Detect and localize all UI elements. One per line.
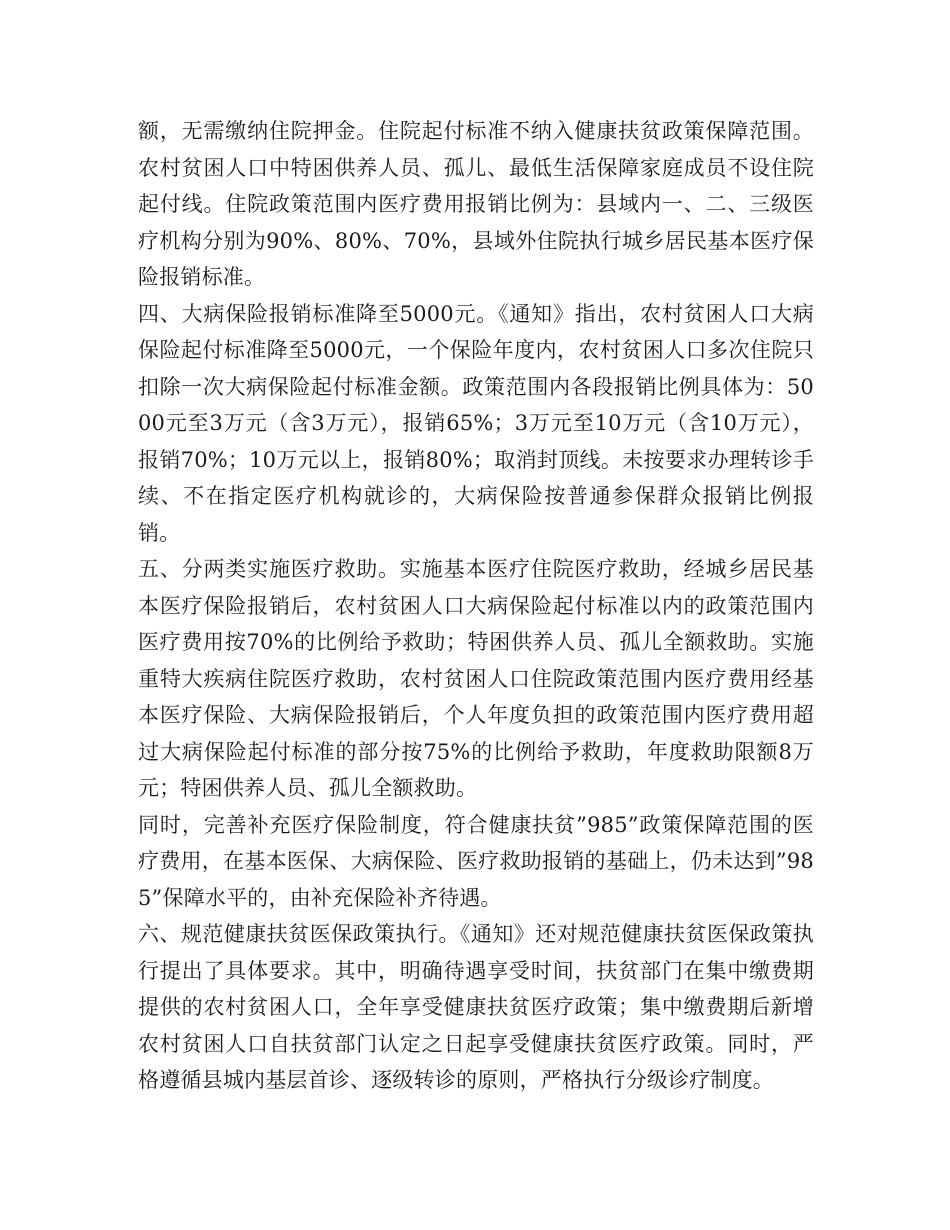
- paragraph-hospital-reimbursement: 额，无需缴纳住院押金。住院起付标准不纳入健康扶贫政策保障范围。农村贫困人口中特困供养人员、孤儿、最低生活保障家庭成员不设住院起付线。住院政策范围内医疗费用报销比例为：县域内一、二、三级医疗机构分别为90%、80%、70%，县域外住院执行城乡居民基本医疗保险报销标准。: [138, 119, 814, 289]
- paragraph-supplementary-insurance: 同时，完善补充医疗保险制度，符合健康扶贫”985”政策保障范围的医疗费用，在基本医保、大病保险、医疗救助报销的基础上，仍未达到”985”保障水平的，由补充保险补齐待遇。: [138, 812, 814, 910]
- paragraph-critical-illness-insurance: 四、大病保险报销标准降至5000元。《通知》指出，农村贫困人口大病保险起付标准降至5000元，一个保险年度内，农村贫困人口多次住院只扣除一次大病保险起付标准金额。政策范围内各段报销比例具体为：5000元至3万元（含3万元），报销65%；3万元至10万元（含10万元），报销70%；10万元以上，报销80%；取消封顶线。未按要求办理转诊手续、不在指定医疗机构就诊的，大病保险按普通参保群众报销比例报销。: [138, 301, 814, 545]
- document-body: [138, 113, 814, 1099]
- paragraph-policy-execution: 六、规范健康扶贫医保政策执行。《通知》还对规范健康扶贫医保政策执行提出了具体要求。其中，明确待遇享受时间，扶贫部门在集中缴费期提供的农村贫困人口，全年享受健康扶贫医疗政策；集中缴费期后新增农村贫困人口自扶贫部门认定之日起享受健康扶贫医疗政策。同时，严格遵循县城内基层首诊、逐级转诊的原则，严格执行分级诊疗制度。: [138, 922, 814, 1092]
- paragraph-medical-assistance: 五、分两类实施医疗救助。实施基本医疗住院医疗救助，经城乡居民基本医疗保险报销后，农村贫困人口大病保险起付标准以内的政策范围内医疗费用按70%的比例给予救助；特困供养人员、孤儿全额救助。实施重特大疾病住院医疗救助，农村贫困人口住院政策范围内医疗费用经基本医疗保险、大病保险报销后，个人年度负担的政策范围内医疗费用超过大病保险起付标准的部分按75%的比例给予救助，年度救助限额8万元；特困供养人员、孤儿全额救助。: [138, 557, 814, 800]
